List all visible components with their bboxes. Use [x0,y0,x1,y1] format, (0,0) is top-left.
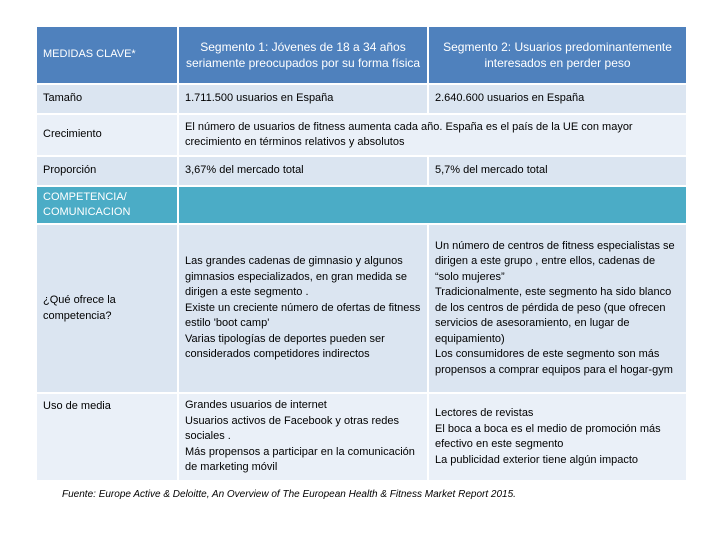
competition-seg1-line: Varias tipologías de deportes pueden ser considerados competidores indirectos [185,332,385,361]
competition-seg1-line: Existe un creciente número de ofertas de fitness estilo 'boot camp' [185,301,421,330]
header-segment-2: Segmento 2: Usuarios predominantemente interesados en perder peso [429,27,686,83]
media-segment-2 [429,394,686,480]
media-segment-1 [179,394,427,480]
row-label-media: Uso de media [37,394,177,480]
media-seg1-line: Más propensos a participar en la comunicación de marketing móvil [185,445,415,474]
market-segments-table [37,27,682,474]
competition-seg2-line: Los consumidores de este segmento son más propensos a comprar equipos para el hogar-gym [435,348,673,376]
media-seg2-line: La publicidad exterior tiene algún impacto [435,453,639,466]
media-seg2-line: El boca a boca es el medio de promoción más efectivo en este segmento [435,422,661,450]
competition-seg1-line: Las grandes cadenas de gimnasio y algunos gimnasios especializados, en gran medida se dirigen a este segmento . [185,255,407,299]
share-segment-1: 3,67% del mercado total [179,157,427,185]
row-label-share: Proporción [37,157,177,185]
section-competition-fill [179,187,686,223]
size-segment-1: 1.711.500 usuarios en España [179,85,427,113]
header-measures: MEDIDAS CLAVE* [37,27,177,83]
competition-seg2-line: Tradicionalmente, este segmento ha sido blanco de los centros de pérdida de peso (que ofrecen servicios de asesoramiento, en lugar de equipamiento) [435,286,672,345]
header-segment-1: Segmento 1: Jóvenes de 18 a 34 años seriamente preocupados por su forma física [179,27,427,83]
competition-segment-1 [179,225,427,392]
media-seg1-line: Usuarios activos de Facebook y otras redes sociales . [185,414,399,443]
section-competition: COMPETENCIA/ COMUNICACION [37,187,177,223]
growth-text: El número de usuarios de fitness aumenta cada año. España es el país de la UE con mayor crecimiento en términos relativos y absolutos [179,115,686,155]
share-segment-2: 5,7% del mercado total [429,157,686,185]
competition-seg2-line: Un número de centros de fitness especialistas se dirigen a este grupo , entre ellos, cadenas de “solo mujeres” [435,239,675,283]
row-label-competition: ¿Qué ofrece la competencia? [37,225,177,392]
media-seg1-line: Grandes usuarios de internet [185,399,327,412]
competition-segment-2 [429,225,686,392]
media-seg2-line: Lectores de revistas [435,407,534,419]
size-segment-2: 2.640.600 usuarios en España [429,85,686,113]
row-label-size: Tamaño [37,85,177,113]
source-footnote: Fuente: Europe Active & Deloitte, An Overview of The European Health & Fitness Market Report 2015. [62,489,516,500]
row-label-growth: Crecimiento [37,115,177,155]
